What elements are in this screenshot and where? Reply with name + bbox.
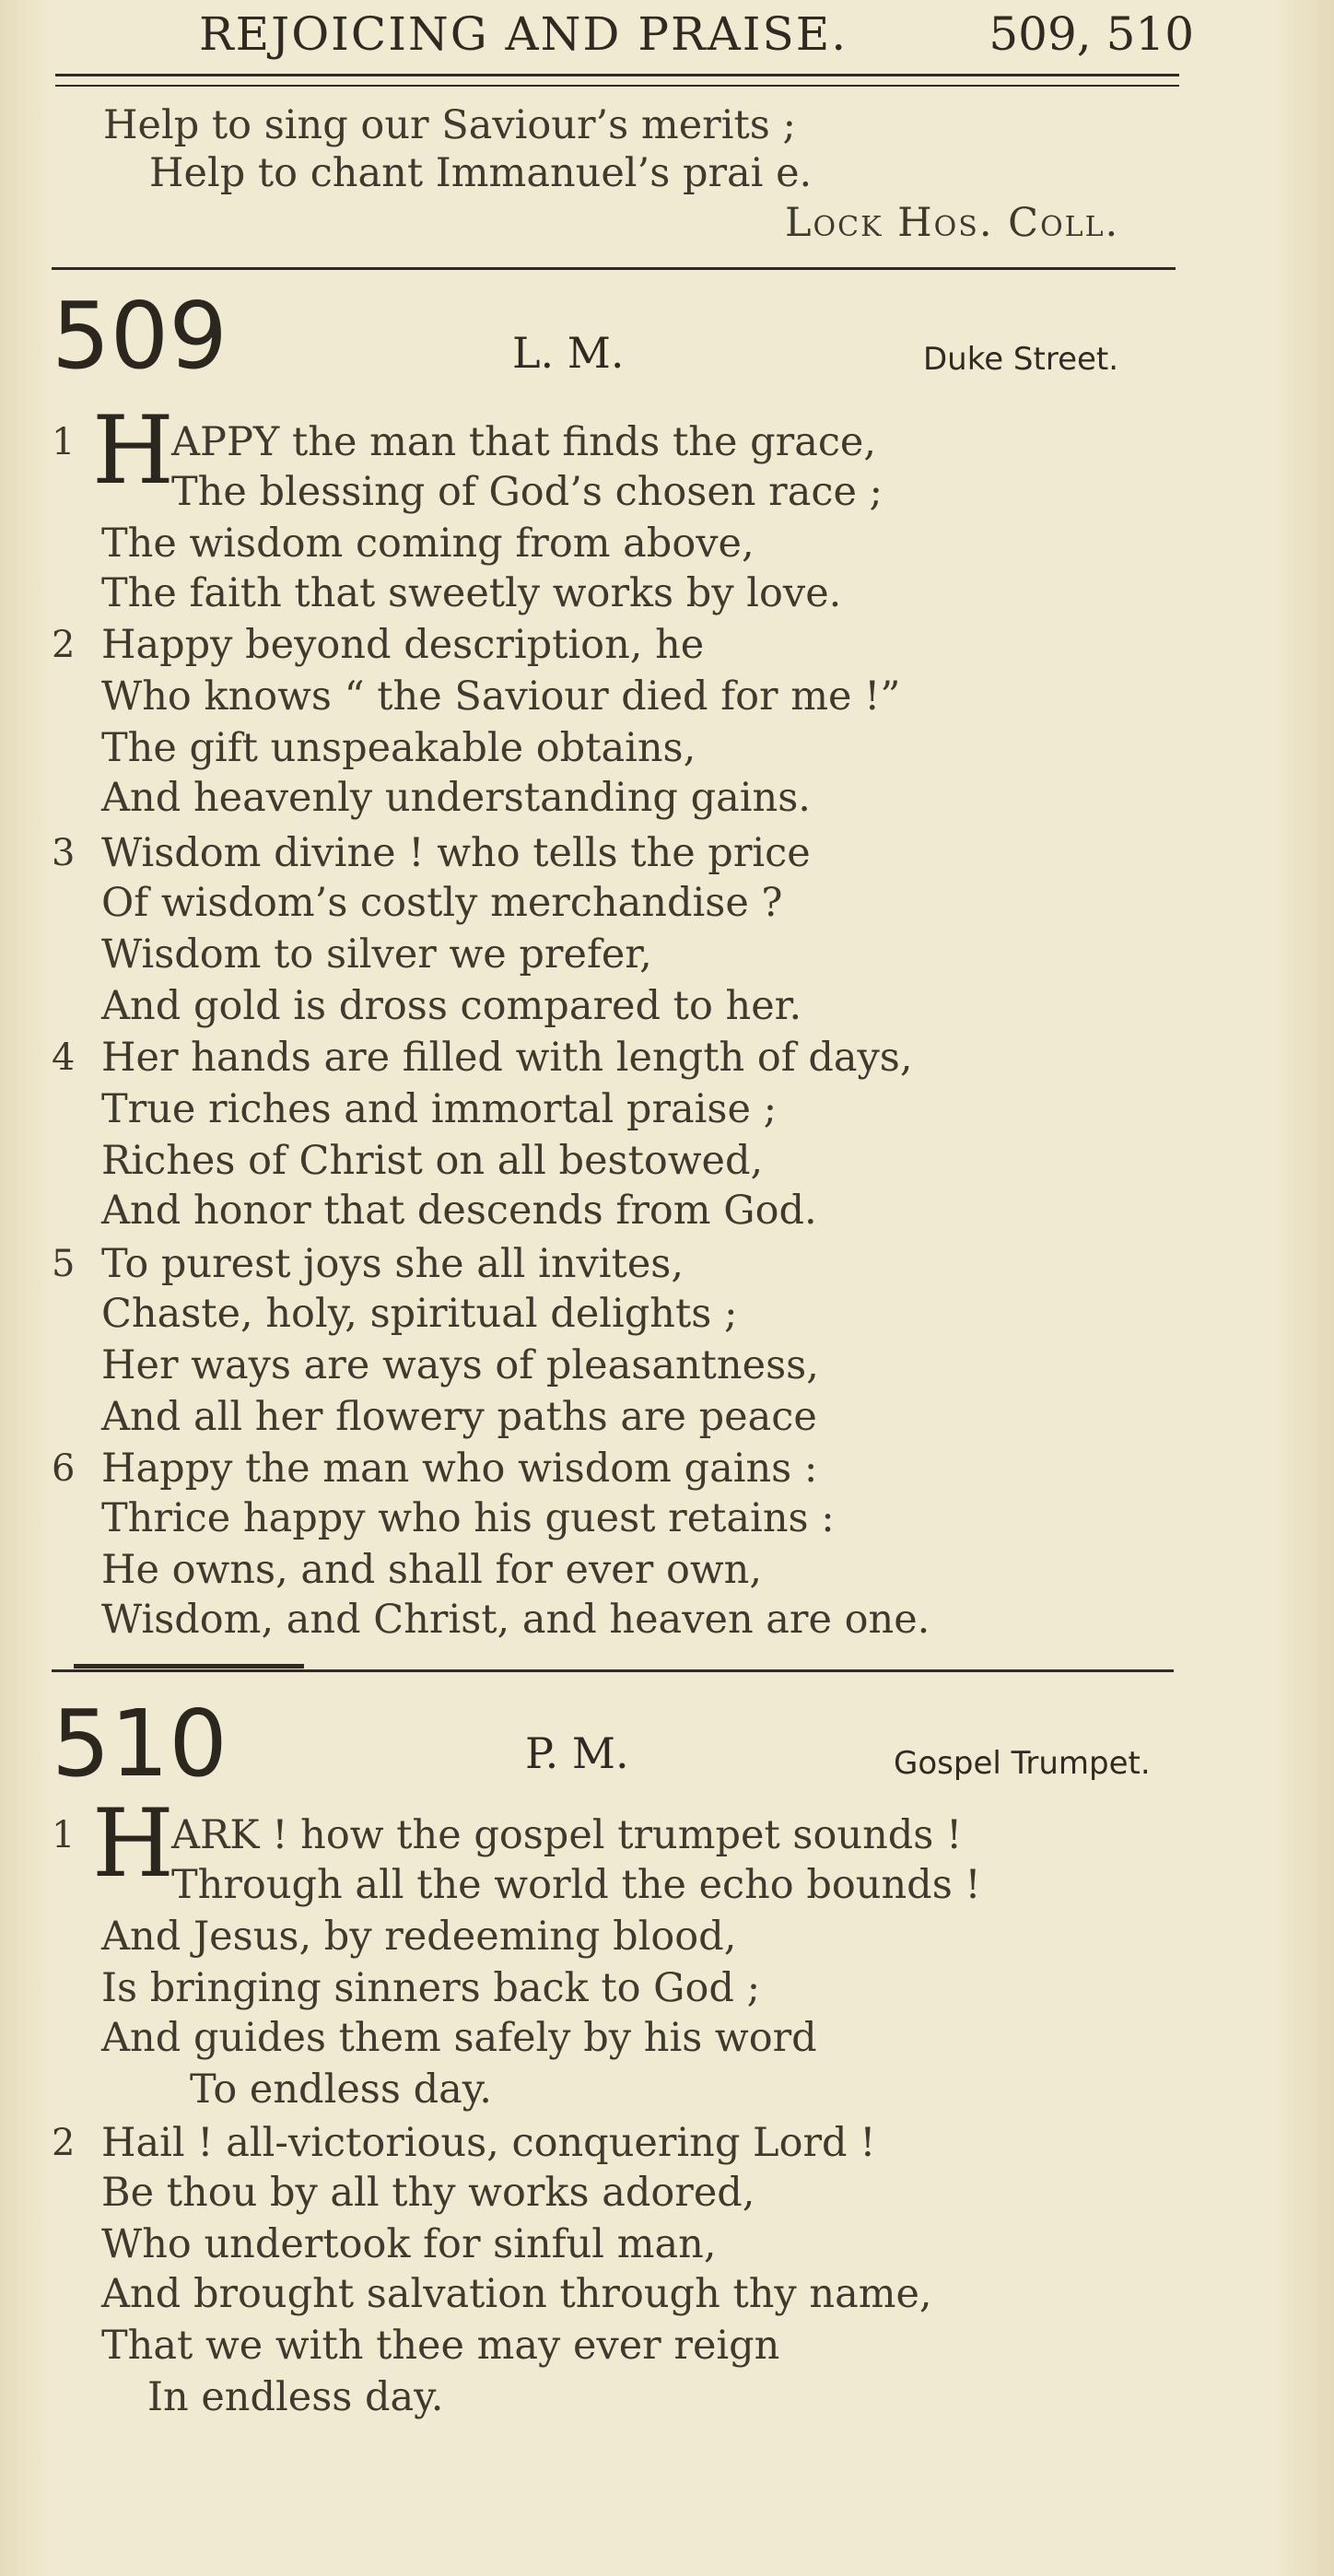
verse-line: Her ways are ways of pleasantness,: [101, 1342, 819, 1388]
running-header: [199, 4, 1194, 68]
hymn-number-509: 509: [52, 282, 228, 390]
verse-number: 3: [52, 832, 76, 874]
verse-line: To purest joys she all invites,: [101, 1241, 685, 1287]
hymn-number-510: 510: [52, 1690, 228, 1797]
section-rule: [52, 267, 1176, 270]
header-rule-bottom: [55, 85, 1179, 87]
verse-line: Wisdom to silver we prefer,: [101, 931, 652, 978]
verse-line: Happy beyond description, he: [101, 622, 705, 668]
verse-line: Riches of Christ on all bestowed,: [101, 1138, 764, 1184]
verse-line: APPY the man that finds the grace,: [171, 419, 877, 465]
verse-number: 2: [52, 624, 76, 666]
hymn-509-meter: L. M.: [512, 328, 625, 378]
verse-line: Through all the world the echo bounds !: [171, 1862, 981, 1908]
hymn-510-tune: Gospel Trumpet.: [894, 1745, 1151, 1782]
hymn-509-tune: Duke Street.: [923, 341, 1119, 378]
drop-cap: H: [92, 1789, 174, 1899]
verse-line: Of wisdom’s costly merchandise ?: [101, 880, 783, 926]
verse-line: And Jesus, by redeeming blood,: [101, 1914, 737, 1960]
verse-line: Wisdom divine ! who tells the price: [101, 830, 811, 876]
verse-line: And all her flowery paths are peace: [101, 1394, 817, 1440]
verse-line: And gold is dross compared to her.: [101, 983, 802, 1029]
verse-line: The wisdom coming from above,: [101, 521, 755, 567]
verse-line: True riches and immortal praise ;: [101, 1086, 778, 1132]
verse-line: That we with thee may ever reign: [101, 2323, 780, 2369]
verse-line: Happy the man who wisdom gains :: [101, 1446, 818, 1492]
verse-line: The blessing of God’s chosen race ;: [171, 469, 883, 515]
verse-line: ARK ! how the gospel trumpet sounds !: [171, 1812, 963, 1858]
header-page-numbers: 509, 510: [989, 7, 1194, 61]
verse-line: Her hands are filled with length of days,: [101, 1035, 913, 1081]
header-title: REJOICING AND PRAISE.: [199, 7, 848, 61]
verse-line: Thrice happy who his guest retains :: [101, 1495, 835, 1541]
verse-number: 2: [52, 2122, 76, 2164]
verse-line: Be thou by all thy works adored,: [101, 2170, 755, 2216]
verse-number: 1: [52, 421, 76, 463]
verse-line: And heavenly understanding gains.: [101, 775, 811, 821]
verse-line: He owns, and shall for ever own,: [101, 1547, 762, 1593]
verse-line: The faith that sweetly works by love.: [101, 570, 842, 616]
verse-line: The gift unspeakable obtains,: [101, 725, 696, 771]
verse-number: 5: [52, 1243, 76, 1285]
verse-number: 1: [52, 1814, 76, 1856]
hymn-divider: [52, 1669, 1174, 1672]
verse-number: 6: [52, 1447, 76, 1490]
hymn-divider-thick: [74, 1664, 304, 1669]
verse-line: Wisdom, and Christ, and heaven are one.: [101, 1597, 930, 1643]
verse-line: And honor that descends from God.: [101, 1188, 817, 1234]
prev-hymn-tune: Lock Hos. Coll.: [785, 200, 1120, 246]
verse-line: Chaste, holy, spiritual delights ;: [101, 1291, 738, 1337]
hymn-510-meter: P. M.: [525, 1728, 629, 1778]
verse-line: Is bringing sinners back to God ;: [101, 1965, 761, 2011]
header-rule-top: [55, 74, 1179, 76]
verse-line: And brought salvation through thy name,: [101, 2271, 932, 2317]
prev-hymn-line: Help to chant Immanuel’s prai e.: [149, 150, 813, 196]
verse-number: 4: [52, 1036, 76, 1079]
drop-cap: H: [92, 396, 174, 506]
verse-line: In endless day.: [147, 2374, 444, 2420]
verse-line: Who undertook for sinful man,: [101, 2221, 717, 2267]
prev-hymn-line: Help to sing our Saviour’s merits ;: [103, 102, 796, 148]
verse-line: To endless day.: [190, 2067, 492, 2113]
verse-line: Who knows “ the Saviour died for me !”: [101, 673, 901, 720]
verse-line: And guides them safely by his word: [101, 2015, 817, 2061]
verse-line: Hail ! all-victorious, conquering Lord !: [101, 2120, 876, 2166]
